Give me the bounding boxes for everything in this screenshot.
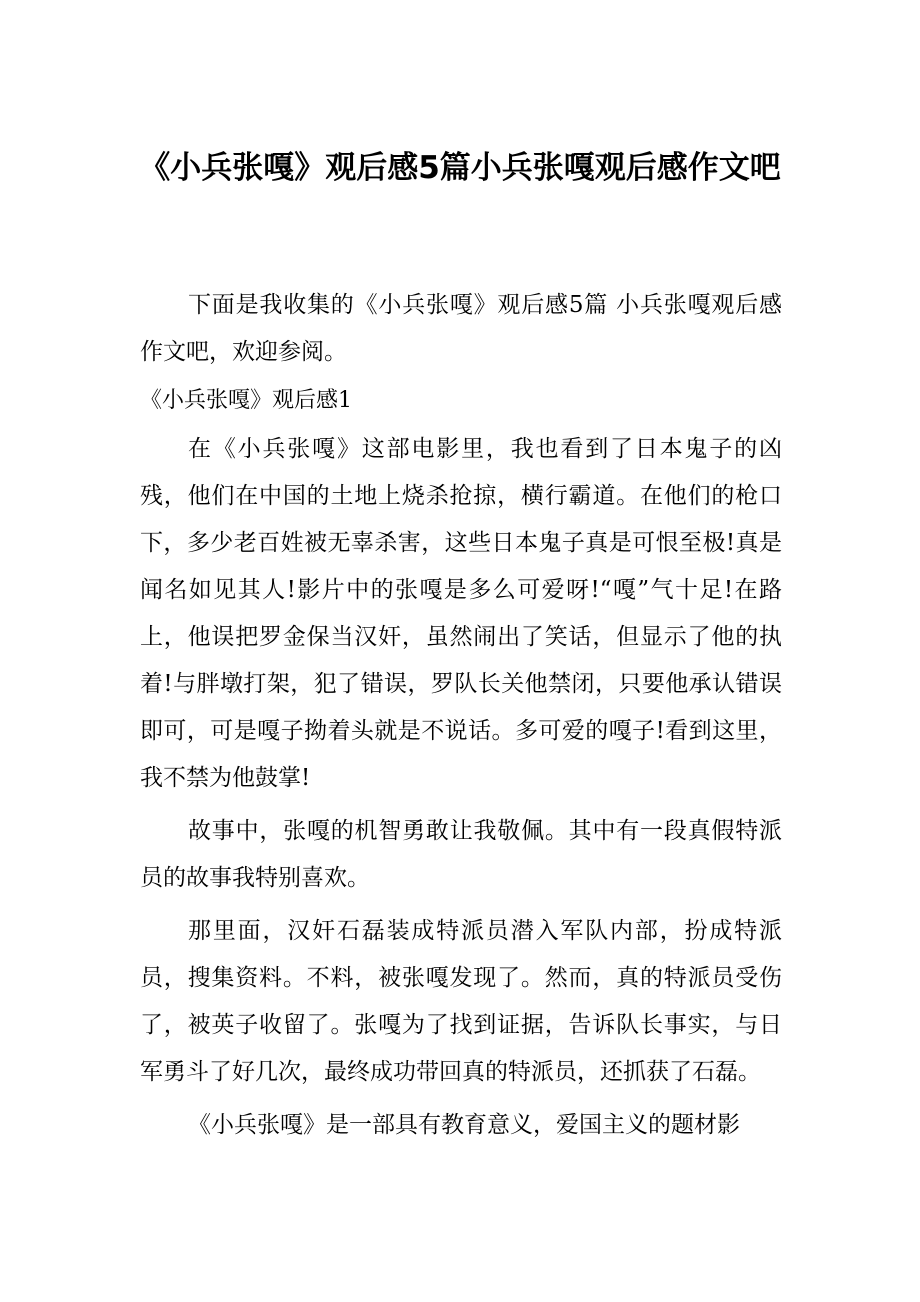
body-paragraph: 在《小兵张嘎》这部电影里，我也看到了日本鬼子的凶残，他们在中国的土地上烧杀抢掠，横行霸道。在他们的枪口下，多少老百姓被无辜杀害，这些日本鬼子真是可恨至极!真是闻名如见其人!影片中的张嘎是多么可爱呀!“嘎”气十足!在路上，他误把罗金保当汉奸，虽然闹出了笑话，但显示了他的执着!与胖墩打架，犯了错误，罗队长关他禁闭，只要他承认错误即可，可是嘎子拗着头就是不说话。多可爱的嘎子!看到这里，我不禁为他鼓掌!	[140, 436, 782, 791]
body-paragraph: 《小兵张嘎》是一部具有教育意义，爱国主义的题材影	[188, 1112, 740, 1138]
document-title: 《小兵张嘎》观后感5篇小兵张嘎观后感作文吧	[139, 150, 781, 186]
body-paragraph: 那里面，汉奸石磊装成特派员潜入军队内部，扮成特派员，搜集资料。不料，被张嘎发现了。然而，真的特派员受伤了，被英子收留了。张嘎为了找到证据，告诉队长事实，与日军勇斗了好几次，最终成功带回真的特派员，还抓获了石磊。	[140, 918, 782, 1085]
document-body	[140, 282, 782, 1149]
body-paragraph: 故事中，张嘎的机智勇敢让我敬佩。其中有一段真假特派员的故事我特别喜欢。	[140, 818, 782, 891]
intro-paragraph: 下面是我收集的《小兵张嘎》观后感5篇 小兵张嘎观后感作文吧，欢迎参阅。	[140, 292, 782, 365]
section-heading: 《小兵张嘎》观后感1	[140, 388, 352, 413]
